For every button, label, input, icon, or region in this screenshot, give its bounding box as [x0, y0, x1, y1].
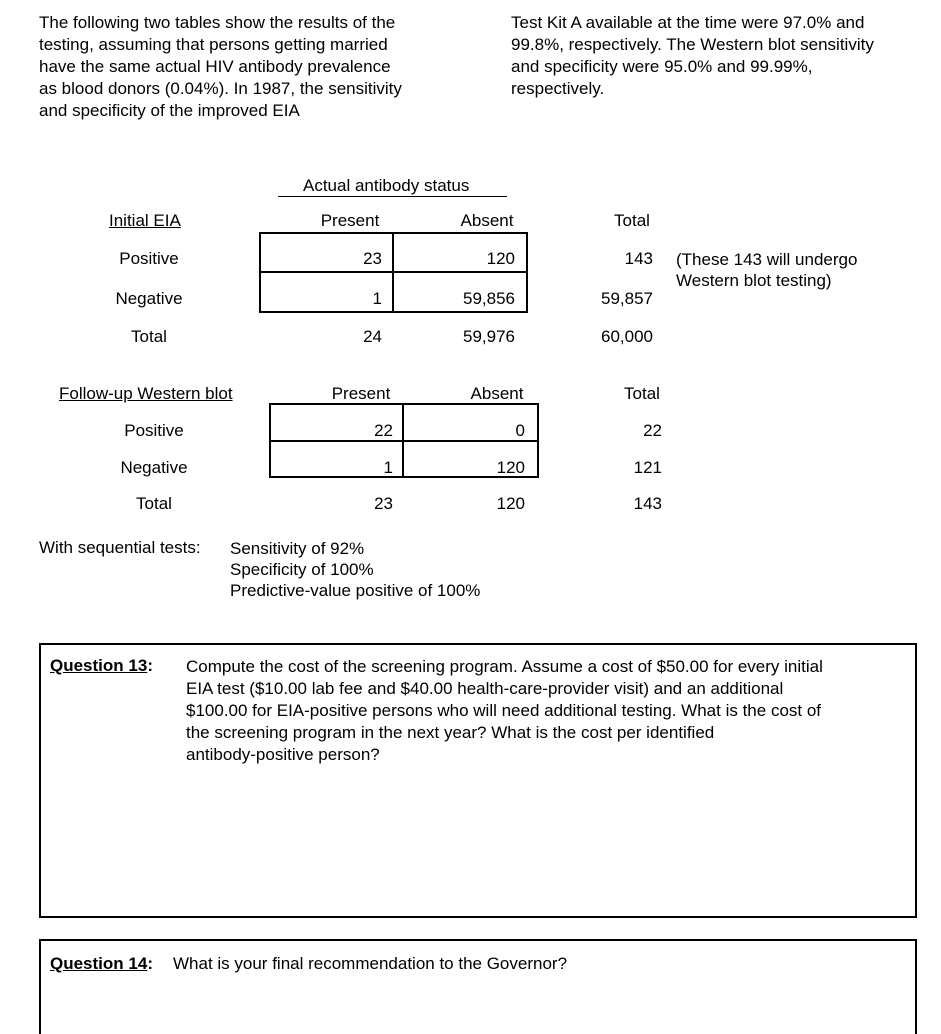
intro-right-line: and specificity were 95.0% and 99.99%, — [511, 57, 813, 76]
question13-label-colon: : — [147, 656, 153, 675]
table1-row-label: Positive — [119, 249, 179, 268]
question13-text — [186, 656, 906, 766]
table2-row-label: Total — [136, 494, 172, 513]
intro-left-line: testing, assuming that persons getting married — [39, 35, 388, 54]
question14-label — [50, 954, 153, 974]
table1-row-header: Initial EIA — [109, 211, 181, 230]
table1-cell: 60,000 — [601, 327, 653, 346]
table2-row-label: Positive — [124, 421, 184, 440]
sequential-line: Predictive-value positive of 100% — [230, 581, 481, 600]
table1-note — [676, 249, 857, 291]
question13-label — [50, 656, 153, 676]
intro-left-line: as blood donors (0.04%). In 1987, the sensitivity — [39, 79, 402, 98]
sequential-results — [230, 538, 480, 601]
table2-cell: 1 — [383, 458, 393, 477]
sequential-label: With sequential tests: — [39, 538, 201, 557]
intro-right-line: 99.8%, respectively. The Western blot sensitivity — [511, 35, 874, 54]
sequential-line: Sensitivity of 92% — [230, 539, 365, 558]
table1-col-total: Total — [614, 211, 650, 230]
table1-col-absent: Absent — [460, 211, 514, 230]
table1-cell: 143 — [624, 249, 653, 268]
table2-cell: 143 — [633, 494, 662, 513]
question13-line: Compute the cost of the screening program. Assume a cost of $50.00 for every initial — [186, 657, 823, 676]
table2-row-header: Follow-up Western blot — [59, 384, 233, 403]
table1-cell: 23 — [363, 249, 382, 268]
intro-right-paragraph — [511, 12, 931, 100]
table2-cell: 22 — [643, 421, 662, 440]
table2-col-present: Present — [331, 384, 391, 403]
sequential-line: Specificity of 100% — [230, 560, 374, 579]
intro-left-line: have the same actual HIV antibody prevalence — [39, 57, 391, 76]
table2-cell: 22 — [374, 421, 393, 440]
table1-note-line: (These 143 will undergo — [676, 250, 858, 269]
question14-label-text: Question 14 — [50, 954, 148, 973]
table1-cell: 120 — [486, 249, 515, 268]
table1-grid-divider — [259, 271, 528, 273]
table2-col-total: Total — [624, 384, 660, 403]
table2-cell: 120 — [496, 494, 525, 513]
question14-label-colon: : — [147, 954, 153, 973]
intro-left-paragraph — [39, 12, 479, 122]
question13-line: the screening program in the next year? What is the cost per identified — [186, 723, 715, 742]
table2-col-absent: Absent — [470, 384, 524, 403]
question13-line: $100.00 for EIA-positive persons who will need additional testing. What is the cost of — [186, 701, 822, 720]
intro-right-line: Test Kit A available at the time were 97.0% and — [511, 13, 865, 32]
table1-cell: 1 — [372, 289, 382, 308]
table1-row-label: Negative — [115, 289, 183, 308]
table1-cell: 59,857 — [601, 289, 653, 308]
table1-span-header: Actual antibody status — [303, 176, 470, 195]
table1-row-label: Total — [131, 327, 167, 346]
table2-row-label: Negative — [120, 458, 188, 477]
table2-cell: 120 — [496, 458, 525, 477]
question14-text: What is your final recommendation to the Governor? — [173, 954, 568, 973]
intro-left-line: The following two tables show the results of the — [39, 13, 396, 32]
question13-line: antibody-positive person? — [186, 745, 380, 764]
question13-line: EIA test ($10.00 lab fee and $40.00 health-care-provider visit) and an additional — [186, 679, 784, 698]
table1-cell: 59,976 — [463, 327, 515, 346]
table1-cell: 24 — [363, 327, 382, 346]
table1-note-line: Western blot testing) — [676, 271, 832, 290]
intro-right-line: respectively. — [511, 79, 605, 98]
intro-left-line: and specificity of the improved EIA — [39, 101, 300, 120]
table1-col-present: Present — [320, 211, 380, 230]
question13-label-text: Question 13 — [50, 656, 148, 675]
table1-span-underline — [278, 196, 507, 197]
table2-cell: 0 — [515, 421, 525, 440]
table1-cell: 59,856 — [463, 289, 515, 308]
table2-cell: 23 — [374, 494, 393, 513]
table2-cell: 121 — [633, 458, 662, 477]
